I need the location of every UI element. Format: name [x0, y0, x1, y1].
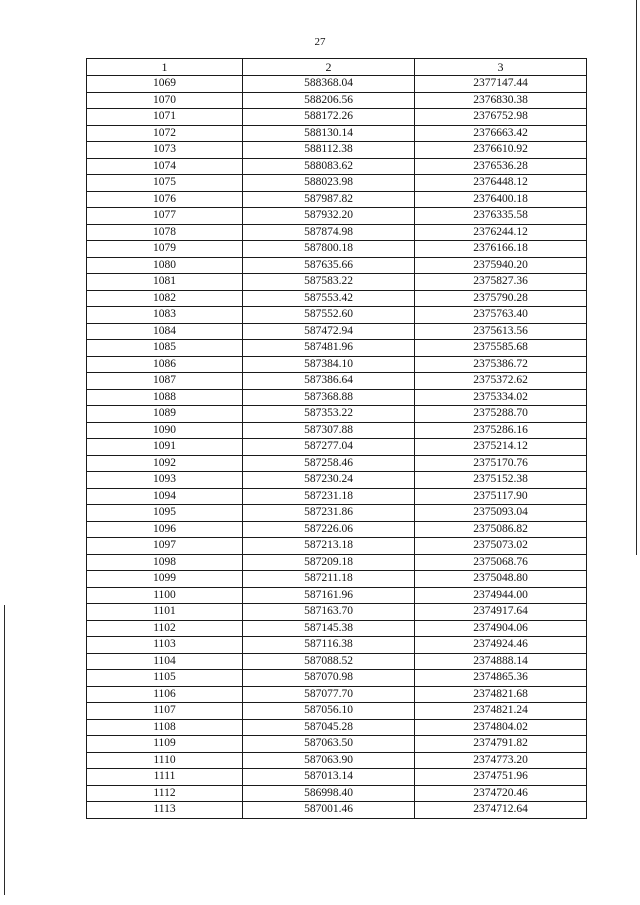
y-coordinate-cell: 2376448.12: [415, 175, 587, 192]
point-number-cell: 1108: [87, 719, 243, 736]
point-number-cell: 1105: [87, 670, 243, 687]
table-row: [87, 571, 587, 588]
x-coordinate-cell: 587063.90: [243, 752, 415, 769]
y-coordinate-cell: 2376244.12: [415, 224, 587, 241]
x-coordinate-cell: 587800.18: [243, 241, 415, 258]
point-number-cell: 1113: [87, 802, 243, 819]
x-coordinate-cell: 587088.52: [243, 653, 415, 670]
y-coordinate-cell: 2376752.98: [415, 109, 587, 126]
y-coordinate-cell: 2375086.82: [415, 521, 587, 538]
x-coordinate-cell: 587116.38: [243, 637, 415, 654]
y-coordinate-cell: 2375048.80: [415, 571, 587, 588]
y-coordinate-cell: 2374720.46: [415, 785, 587, 802]
point-number-cell: 1111: [87, 769, 243, 786]
y-coordinate-cell: 2375372.62: [415, 373, 587, 390]
y-coordinate-cell: 2374751.96: [415, 769, 587, 786]
table-row: [87, 422, 587, 439]
x-coordinate-cell: 587353.22: [243, 406, 415, 423]
x-coordinate-cell: 587386.64: [243, 373, 415, 390]
x-coordinate-cell: 587161.96: [243, 587, 415, 604]
x-coordinate-cell: 587987.82: [243, 191, 415, 208]
y-coordinate-cell: 2374917.64: [415, 604, 587, 621]
x-coordinate-cell: 587145.38: [243, 620, 415, 637]
x-coordinate-cell: 587384.10: [243, 356, 415, 373]
table-row: [87, 76, 587, 93]
table-row: [87, 241, 587, 258]
x-coordinate-cell: 587307.88: [243, 422, 415, 439]
table-row: [87, 175, 587, 192]
point-number-cell: 1091: [87, 439, 243, 456]
x-coordinate-cell: 587258.46: [243, 455, 415, 472]
x-coordinate-cell: 588023.98: [243, 175, 415, 192]
table-row: [87, 208, 587, 225]
table-row: [87, 340, 587, 357]
point-number-cell: 1106: [87, 686, 243, 703]
table-row: [87, 653, 587, 670]
x-coordinate-cell: 587874.98: [243, 224, 415, 241]
table-row: [87, 290, 587, 307]
point-number-cell: 1104: [87, 653, 243, 670]
point-number-cell: 1100: [87, 587, 243, 604]
y-coordinate-cell: 2374821.24: [415, 703, 587, 720]
point-number-cell: 1112: [87, 785, 243, 802]
table-header: [87, 59, 587, 76]
y-coordinate-cell: 2376663.42: [415, 125, 587, 142]
table-body: [87, 76, 587, 819]
x-coordinate-cell: 587583.22: [243, 274, 415, 291]
table-row: [87, 406, 587, 423]
x-coordinate-cell: 588172.26: [243, 109, 415, 126]
y-coordinate-cell: 2375386.72: [415, 356, 587, 373]
point-number-cell: 1070: [87, 92, 243, 109]
point-number-cell: 1076: [87, 191, 243, 208]
table-row: [87, 307, 587, 324]
table-row: [87, 109, 587, 126]
x-coordinate-cell: 587552.60: [243, 307, 415, 324]
header-column-3: 3: [415, 59, 587, 76]
table-row: [87, 488, 587, 505]
y-coordinate-cell: 2374821.68: [415, 686, 587, 703]
x-coordinate-cell: 587231.18: [243, 488, 415, 505]
y-coordinate-cell: 2375334.02: [415, 389, 587, 406]
y-coordinate-cell: 2375152.38: [415, 472, 587, 489]
y-coordinate-cell: 2376610.92: [415, 142, 587, 159]
x-coordinate-cell: 588130.14: [243, 125, 415, 142]
table-row: [87, 323, 587, 340]
y-coordinate-cell: 2375068.76: [415, 554, 587, 571]
point-number-cell: 1077: [87, 208, 243, 225]
x-coordinate-cell: 587077.70: [243, 686, 415, 703]
table-row: [87, 620, 587, 637]
table-row: [87, 554, 587, 571]
point-number-cell: 1071: [87, 109, 243, 126]
x-coordinate-cell: 588206.56: [243, 92, 415, 109]
y-coordinate-cell: 2375117.90: [415, 488, 587, 505]
point-number-cell: 1082: [87, 290, 243, 307]
header-row: [87, 59, 587, 76]
table-row: [87, 191, 587, 208]
x-coordinate-cell: 587013.14: [243, 769, 415, 786]
point-number-cell: 1083: [87, 307, 243, 324]
point-number-cell: 1109: [87, 736, 243, 753]
x-coordinate-cell: 587226.06: [243, 521, 415, 538]
y-coordinate-cell: 2376830.38: [415, 92, 587, 109]
table-row: [87, 373, 587, 390]
page-number: 27: [314, 36, 326, 48]
table-row: [87, 736, 587, 753]
x-coordinate-cell: 587056.10: [243, 703, 415, 720]
table-row: [87, 92, 587, 109]
x-coordinate-cell: 588083.62: [243, 158, 415, 175]
table-row: [87, 719, 587, 736]
x-coordinate-cell: 587481.96: [243, 340, 415, 357]
y-coordinate-cell: 2375214.12: [415, 439, 587, 456]
x-coordinate-cell: 587063.50: [243, 736, 415, 753]
y-coordinate-cell: 2374924.46: [415, 637, 587, 654]
y-coordinate-cell: 2376166.18: [415, 241, 587, 258]
table-row: [87, 637, 587, 654]
point-number-cell: 1095: [87, 505, 243, 522]
table-row: [87, 587, 587, 604]
x-coordinate-cell: 587163.70: [243, 604, 415, 621]
y-coordinate-cell: 2375093.04: [415, 505, 587, 522]
header-column-2: 2: [243, 59, 415, 76]
point-number-cell: 1073: [87, 142, 243, 159]
point-number-cell: 1101: [87, 604, 243, 621]
y-coordinate-cell: 2375613.56: [415, 323, 587, 340]
y-coordinate-cell: 2375790.28: [415, 290, 587, 307]
point-number-cell: 1086: [87, 356, 243, 373]
point-number-cell: 1096: [87, 521, 243, 538]
point-number-cell: 1090: [87, 422, 243, 439]
point-number-cell: 1099: [87, 571, 243, 588]
table-row: [87, 257, 587, 274]
table-row: [87, 769, 587, 786]
scan-edge-line-left: [4, 605, 5, 895]
x-coordinate-cell: 587368.88: [243, 389, 415, 406]
y-coordinate-cell: 2375288.70: [415, 406, 587, 423]
table-row: [87, 472, 587, 489]
table-row: [87, 274, 587, 291]
y-coordinate-cell: 2374791.82: [415, 736, 587, 753]
table-row: [87, 752, 587, 769]
y-coordinate-cell: 2376335.58: [415, 208, 587, 225]
table-row: [87, 538, 587, 555]
point-number-cell: 1098: [87, 554, 243, 571]
y-coordinate-cell: 2375585.68: [415, 340, 587, 357]
table-row: [87, 785, 587, 802]
table-row: [87, 439, 587, 456]
y-coordinate-cell: 2377147.44: [415, 76, 587, 93]
table-row: [87, 356, 587, 373]
scan-edge-line-right: [636, 0, 637, 555]
point-number-cell: 1080: [87, 257, 243, 274]
point-number-cell: 1069: [87, 76, 243, 93]
point-number-cell: 1081: [87, 274, 243, 291]
y-coordinate-cell: 2375940.20: [415, 257, 587, 274]
table-row: [87, 686, 587, 703]
y-coordinate-cell: 2374865.36: [415, 670, 587, 687]
x-coordinate-cell: 587230.24: [243, 472, 415, 489]
y-coordinate-cell: 2375286.16: [415, 422, 587, 439]
y-coordinate-cell: 2374888.14: [415, 653, 587, 670]
point-number-cell: 1092: [87, 455, 243, 472]
point-number-cell: 1084: [87, 323, 243, 340]
x-coordinate-cell: 587553.42: [243, 290, 415, 307]
y-coordinate-cell: 2375763.40: [415, 307, 587, 324]
x-coordinate-cell: 587045.28: [243, 719, 415, 736]
x-coordinate-cell: 587231.86: [243, 505, 415, 522]
point-number-cell: 1089: [87, 406, 243, 423]
coordinates-table: [86, 58, 587, 819]
point-number-cell: 1087: [87, 373, 243, 390]
y-coordinate-cell: 2375827.36: [415, 274, 587, 291]
table-row: [87, 802, 587, 819]
x-coordinate-cell: 588368.04: [243, 76, 415, 93]
point-number-cell: 1072: [87, 125, 243, 142]
x-coordinate-cell: 587001.46: [243, 802, 415, 819]
header-column-1: 1: [87, 59, 243, 76]
point-number-cell: 1088: [87, 389, 243, 406]
x-coordinate-cell: 587635.66: [243, 257, 415, 274]
table-row: [87, 389, 587, 406]
x-coordinate-cell: 587277.04: [243, 439, 415, 456]
point-number-cell: 1094: [87, 488, 243, 505]
x-coordinate-cell: 586998.40: [243, 785, 415, 802]
table-row: [87, 224, 587, 241]
y-coordinate-cell: 2375073.02: [415, 538, 587, 555]
point-number-cell: 1075: [87, 175, 243, 192]
point-number-cell: 1074: [87, 158, 243, 175]
table-row: [87, 703, 587, 720]
point-number-cell: 1078: [87, 224, 243, 241]
y-coordinate-cell: 2374773.20: [415, 752, 587, 769]
table-row: [87, 505, 587, 522]
x-coordinate-cell: 587211.18: [243, 571, 415, 588]
point-number-cell: 1085: [87, 340, 243, 357]
point-number-cell: 1097: [87, 538, 243, 555]
y-coordinate-cell: 2374712.64: [415, 802, 587, 819]
y-coordinate-cell: 2376536.28: [415, 158, 587, 175]
table-row: [87, 142, 587, 159]
x-coordinate-cell: 587213.18: [243, 538, 415, 555]
point-number-cell: 1093: [87, 472, 243, 489]
table-row: [87, 521, 587, 538]
x-coordinate-cell: 588112.38: [243, 142, 415, 159]
point-number-cell: 1107: [87, 703, 243, 720]
point-number-cell: 1102: [87, 620, 243, 637]
table-row: [87, 158, 587, 175]
point-number-cell: 1103: [87, 637, 243, 654]
table-row: [87, 604, 587, 621]
point-number-cell: 1110: [87, 752, 243, 769]
y-coordinate-cell: 2376400.18: [415, 191, 587, 208]
table-row: [87, 670, 587, 687]
table-row: [87, 455, 587, 472]
x-coordinate-cell: 587472.94: [243, 323, 415, 340]
x-coordinate-cell: 587209.18: [243, 554, 415, 571]
table-row: [87, 125, 587, 142]
y-coordinate-cell: 2374904.06: [415, 620, 587, 637]
y-coordinate-cell: 2374804.02: [415, 719, 587, 736]
y-coordinate-cell: 2374944.00: [415, 587, 587, 604]
y-coordinate-cell: 2375170.76: [415, 455, 587, 472]
x-coordinate-cell: 587932.20: [243, 208, 415, 225]
x-coordinate-cell: 587070.98: [243, 670, 415, 687]
point-number-cell: 1079: [87, 241, 243, 258]
